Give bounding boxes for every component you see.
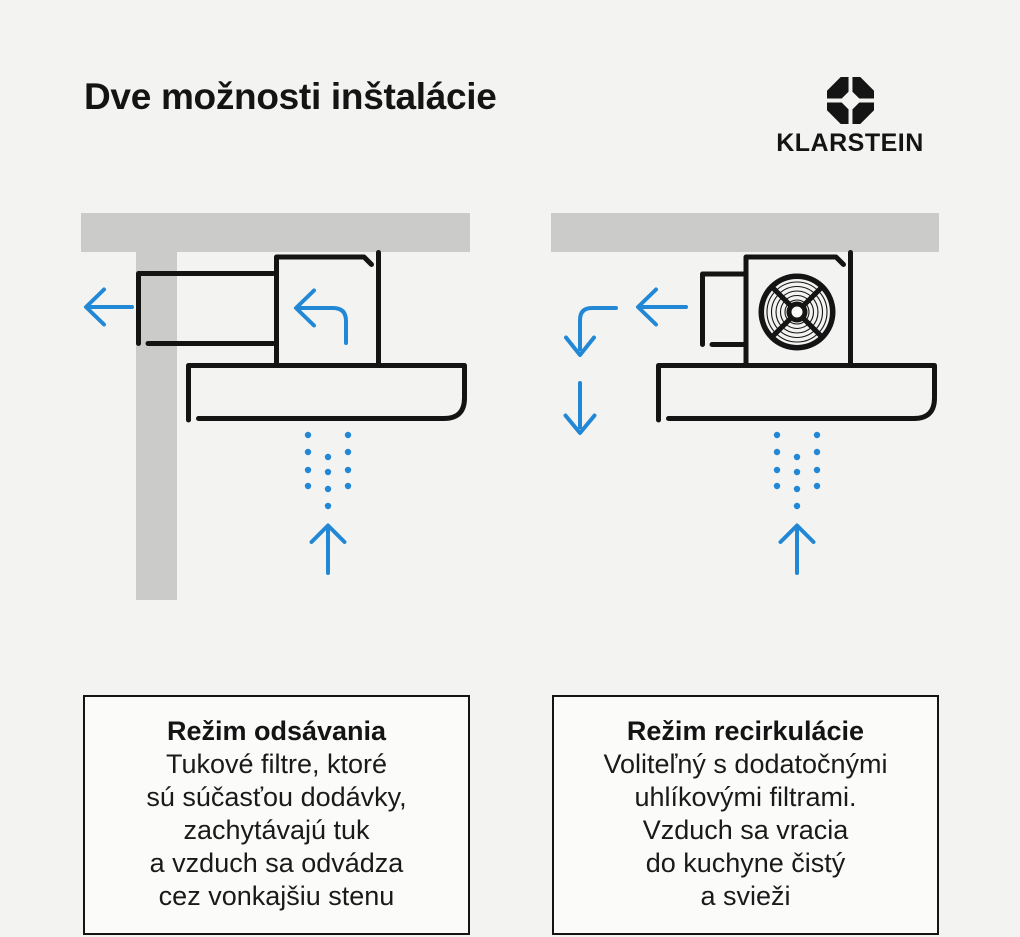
extraction-mode-panel: [83, 695, 470, 935]
panel-line: do kuchyne čistý: [645, 848, 846, 878]
ceiling: [551, 213, 939, 252]
steam-dots: [305, 432, 351, 509]
page-title: Dve možnosti inštalácie: [84, 76, 497, 117]
panel-line: cez vonkajšiu stenu: [158, 881, 395, 911]
panel-line: Tukové filtre, ktoré: [165, 749, 388, 779]
panel-line: a vzduch sa odvádza: [149, 848, 404, 878]
air-intake-up-arrow: [312, 526, 345, 574]
brand-name: KLARSTEIN: [776, 129, 924, 157]
airflow-turn-left-arrow: [296, 291, 346, 344]
recirculation-mode-diagram: [548, 210, 943, 605]
panel-line: sú súčasťou dodávky,: [146, 782, 407, 812]
brand-logo: [758, 77, 942, 158]
hood-body: [189, 366, 465, 421]
airflow-down-arrow: [566, 383, 595, 433]
wall: [136, 252, 177, 600]
ceiling: [81, 213, 470, 252]
airflow-turn-down-arrow: [566, 308, 616, 355]
recirculation-mode-panel: [552, 695, 939, 935]
steam-dots: [774, 432, 820, 509]
panel-title: Režim odsávania: [166, 716, 387, 746]
extraction-mode-diagram: [78, 210, 473, 605]
panel-line: zachytávajú tuk: [183, 815, 370, 845]
fan-icon: [761, 276, 833, 348]
air-intake-up-arrow: [781, 526, 814, 574]
airflow-out-left-arrow: [86, 290, 132, 325]
airflow-left-arrow: [638, 290, 686, 325]
panel-title: Režim recirkulácie: [626, 716, 865, 746]
hood-body: [659, 366, 935, 421]
panel-line: uhlíkovými filtrami.: [634, 782, 857, 812]
panel-line: Voliteľný s dodatočnými: [603, 749, 888, 779]
klarstein-octagon-logo-icon: [826, 77, 875, 124]
panel-line: a svieži: [700, 881, 791, 911]
panel-line: Vzduch sa vracia: [642, 815, 849, 845]
duct-stub: [703, 274, 744, 345]
